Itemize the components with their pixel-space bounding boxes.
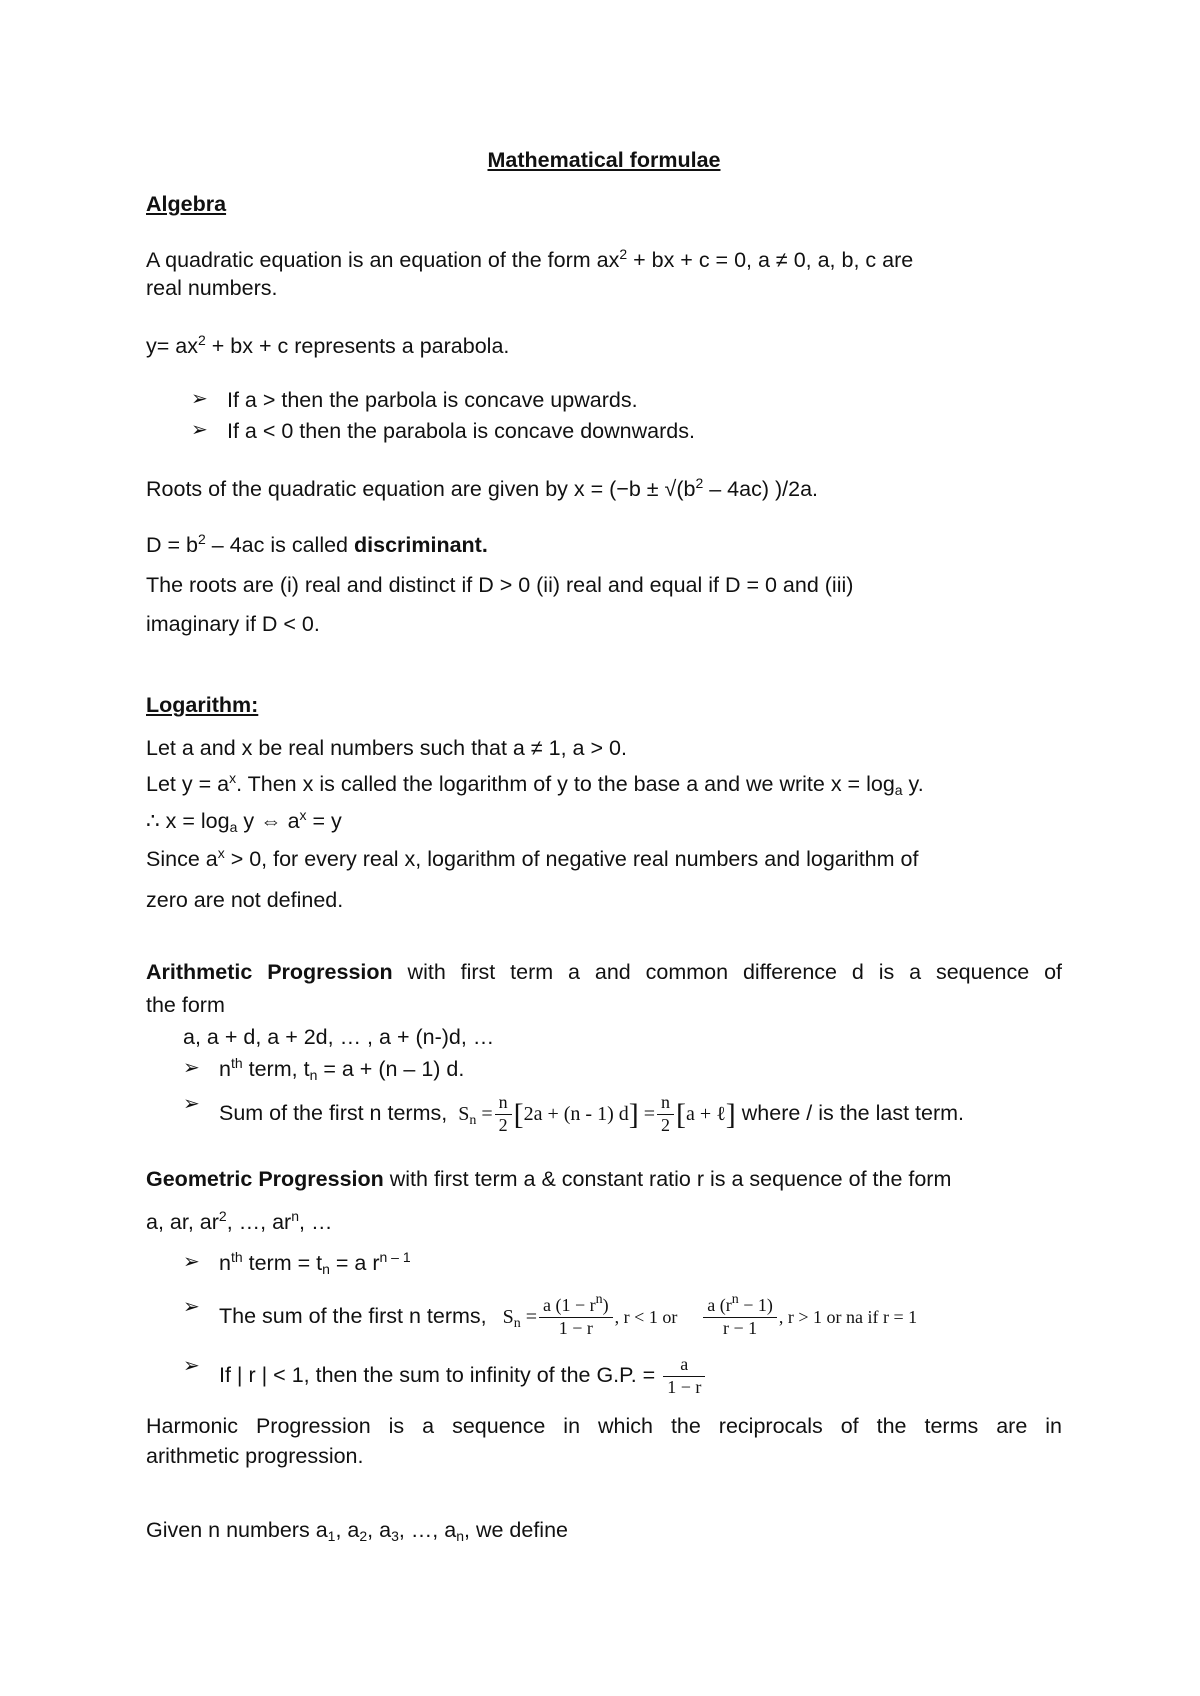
arrow-bullet-icon: ➢	[183, 1057, 200, 1079]
gp-sum-fraction-2: $\frac{a (r^n - 1)}{r - 1}$	[703, 1296, 777, 1339]
logarithm-heading: Logarithm:	[146, 693, 259, 717]
arrow-bullet-icon: ➢	[183, 1296, 200, 1318]
arrow-bullet-icon: ➢	[183, 1251, 200, 1273]
arrow-bullet-icon: ➢	[183, 1093, 200, 1115]
gp-sum-fraction-1: $\frac{a (1 - r^n)}{1 - r}$	[539, 1296, 613, 1339]
log-line-1: Let a and x be real numbers such that a ≠ 1, a > 0.	[146, 736, 627, 760]
arrow-bullet-icon: ➢	[183, 1355, 200, 1377]
log-line-3: ∴ $x = \log_a y$ ⇔ $a^x = y$	[146, 807, 342, 835]
log-line-4: Since $a^x > 0$, for every real x, logarithm of negative real numbers and logarithm of	[146, 845, 919, 871]
gp-sum-formula: $S_n$ =	[502, 1305, 538, 1331]
infinite-sum-fraction: $\frac{a}{1 - r}$	[663, 1355, 705, 1398]
algebra-heading: Algebra	[146, 192, 227, 216]
roots-conditions-cont: imaginary if D < 0.	[146, 612, 320, 636]
ap-sequence: a, a + d, a + 2d, … , a + (n-)d, …	[183, 1025, 495, 1049]
n-over-2-fraction: $\frac{n}{2}$	[657, 1093, 674, 1136]
ap-sum-formula: $S_n$ =	[458, 1102, 493, 1128]
arrow-bullet-icon: ➢	[191, 388, 208, 410]
hp-definition-cont: arithmetic progression.	[146, 1444, 364, 1468]
roots-formula: Roots of the quadratic equation are given by $x = (-b \pm √(b^2 - 4ac)$ )/2a.	[146, 475, 819, 501]
list-item: ➢ $n^{th}$ term = $t_n = a$ $r^{n - 1}$	[183, 1249, 411, 1277]
log-line-5: zero are not defined.	[146, 888, 344, 912]
discriminant-definition: $D = b^2 - 4ac$ is called discriminant.	[146, 531, 488, 557]
list-item: ➢ The sum of the first n terms, $S_n$ = $\frac{a (1 - r^n)}{1 - r}$ , r < 1 or $\frac{a (r^n - 1)}{r - 1}$ , r > 1 or na if r = 1	[183, 1292, 918, 1338]
quadratic-definition: A quadratic equation is an equation of the form $ax^2$ + bx + c = 0, a ≠ 0, a, b, c are	[146, 246, 914, 272]
page-title: Mathematical formulae	[487, 148, 721, 172]
n-over-2-fraction: $\frac{n}{2}$	[495, 1093, 512, 1136]
list-item: ➢ Sum of the first n terms, $S_n$ = $\frac{n}{2}$ [2a + (n - 1) d] = $\frac{n}{2}$ [a + ℓ] where / is the last term.	[183, 1092, 965, 1135]
quadratic-definition-cont: real numbers.	[146, 276, 278, 300]
gp-sequence: a, ar, $ar^2$, …, $ar^n$, …	[146, 1208, 333, 1234]
ap-definition: Arithmetic Progression with first term a and common difference d is a sequence of	[146, 960, 1062, 984]
hp-definition: Harmonic Progression is a sequence in which the reciprocals of the terms are in	[146, 1414, 1062, 1438]
list-item: ➢ If a > then the parbola is concave upwards.	[191, 388, 638, 412]
gp-definition: Geometric Progression with first term a & constant ratio r is a sequence of the form	[146, 1167, 952, 1191]
roots-conditions: The roots are (i) real and distinct if D > 0 (ii) real and equal if D = 0 and (iii)	[146, 573, 854, 597]
list-item: ➢ If a < 0 then the parabola is concave downwards.	[191, 419, 695, 443]
given-numbers-line: Given n numbers $a_1$, $a_2$, $a_3$, …, $a_n$, we define	[146, 1518, 568, 1544]
parabola-statement: $y= ax^2$ + bx + c represents a parabola.	[146, 332, 510, 358]
log-line-2: Let $y = a^x$. Then x is called the logarithm of y to the base a and we write $x = \log_a y$.	[146, 770, 924, 798]
ap-definition-cont: the form	[146, 993, 225, 1017]
list-item: ➢ If | r | < 1, then the sum to infinity of the G.P. = $\frac{a}{1 - r}$	[183, 1355, 707, 1398]
arrow-bullet-icon: ➢	[191, 419, 208, 441]
list-item: ➢ $n^{th}$ term, $t_n = a + (n - 1)$ d.	[183, 1055, 465, 1083]
